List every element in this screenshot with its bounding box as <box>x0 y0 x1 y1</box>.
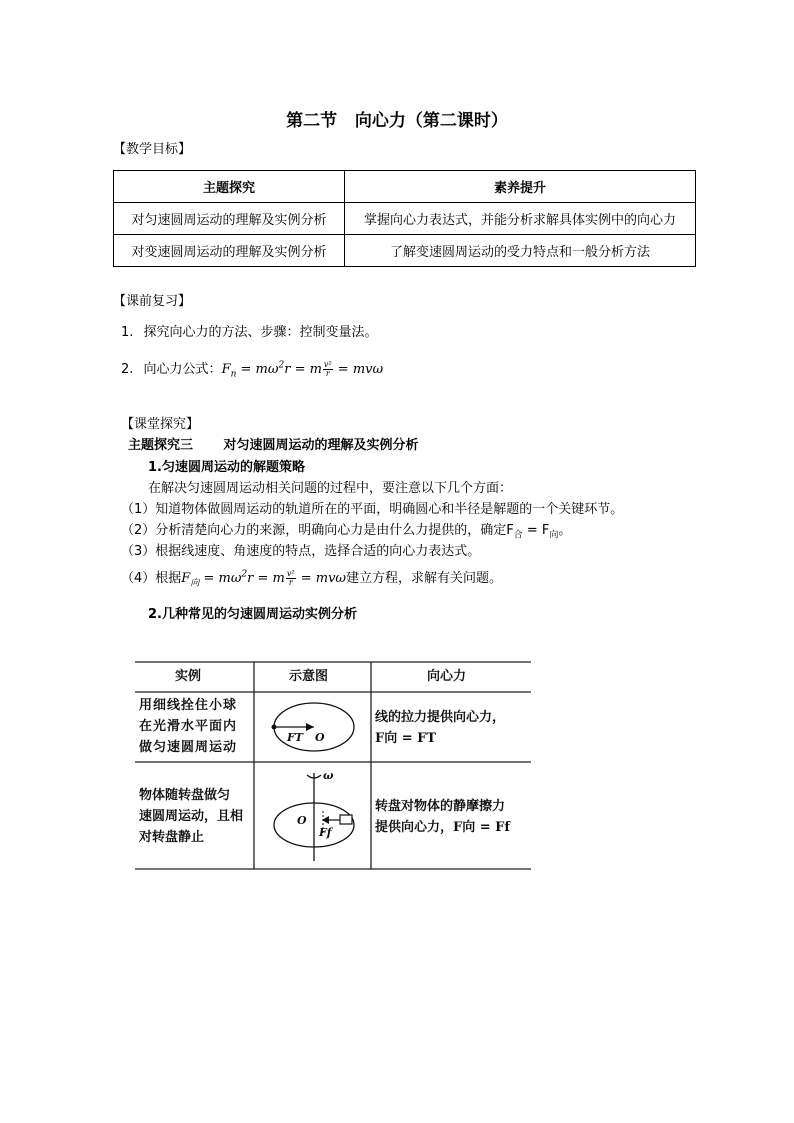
item-number: 2. <box>121 362 134 377</box>
point-2 <box>121 519 571 541</box>
goals-cell: 对变速圆周运动的理解及实例分析 <box>114 235 345 267</box>
text-part: 向 <box>549 530 559 541</box>
formula-part: = mvω <box>296 571 347 586</box>
arrow-icon <box>306 723 314 731</box>
point-1: （1）知道物体做圆周运动的轨道所在的平面，明确圆心和半径是解题的一个关键环节。 <box>121 502 624 517</box>
example-2-text <box>139 785 243 848</box>
formula-part: = mvω <box>333 362 384 377</box>
goals-cell: 对匀速圆周运动的理解及实例分析 <box>114 203 345 235</box>
text-line: 物体随转盘做匀 <box>139 788 231 803</box>
formula-part: F <box>181 571 191 586</box>
item-number: 1. <box>121 325 134 340</box>
review-item-1 <box>121 321 378 340</box>
text-part: 。 <box>558 523 572 538</box>
formula-part: n <box>230 369 237 380</box>
subheading-strategy: 1.匀速圆周运动的解题策略 <box>148 460 305 475</box>
goals-col-topic: 主题探究 <box>114 171 345 203</box>
text-line: 转盘对物体的静摩擦力 <box>375 799 506 814</box>
topic-title: 对匀速圆周运动的理解及实例分析 <box>223 438 419 453</box>
text-part: （2）分析清楚向心力的来源，明确向心力是由什么力提供的，确定F <box>121 523 514 538</box>
goals-cell: 掌握向心力表达式，并能分析求解具体实例中的向心力 <box>345 203 696 235</box>
fraction-denominator: r <box>288 578 293 587</box>
text-line: 在光滑水平面内 <box>139 719 238 734</box>
fraction <box>286 570 296 587</box>
point-4 <box>121 567 502 589</box>
formula-part: r = m <box>247 571 285 586</box>
text-line: 线的拉力提供向心力， <box>375 710 506 725</box>
formula-part: = mω <box>199 571 242 586</box>
formula-part: 2 <box>241 569 248 580</box>
col-header-diagram: 示意图 <box>289 669 329 684</box>
goals-col-literacy: 素养提升 <box>345 171 696 203</box>
review-item-2 <box>121 358 383 380</box>
intro-paragraph: 在解决匀速圆周运动相关问题的过程中，要注意以下几个方面： <box>148 481 513 496</box>
text-line: 速圆周运动，且相 <box>139 809 244 824</box>
goals-table <box>113 170 696 267</box>
text-line: 做匀速圆周运动 <box>139 740 238 755</box>
formula-part: r = m <box>284 362 322 377</box>
formula-part: 向 <box>190 578 200 589</box>
text-line: 提供向心力，F向 = Ff <box>375 820 510 835</box>
fraction-numerator: v² <box>323 360 332 369</box>
text-part: （4）根据 <box>121 571 182 586</box>
table-row <box>114 203 696 235</box>
review-heading: 【课前复习】 <box>113 294 192 309</box>
text-line: F向 = FT <box>375 731 437 746</box>
label-Ff: Ff <box>319 826 332 839</box>
col-header-example: 实例 <box>175 669 202 684</box>
goals-heading: 【教学目标】 <box>113 142 192 157</box>
text-part: 合 <box>513 530 523 541</box>
formula-label: 向心力公式： <box>143 362 222 377</box>
force-2-text <box>375 796 510 838</box>
examples-table <box>131 661 531 871</box>
point-3: （3）根据线速度、角速度的特点，选择合适的向心力表达式。 <box>121 544 481 559</box>
text-line: 用细线拴住小球 <box>139 698 238 713</box>
label-FT: FT <box>287 731 303 744</box>
col-header-force: 向心力 <box>427 669 467 684</box>
page-title: 第二节 向心力（第二课时） <box>286 111 508 131</box>
table-row <box>114 235 696 267</box>
label-O: O <box>297 814 307 827</box>
item-text: 探究向心力的方法、步骤：控制变量法。 <box>143 325 378 340</box>
fraction <box>323 361 333 378</box>
example-1-text <box>139 695 237 758</box>
centripetal-formula <box>181 569 347 589</box>
text-part: = F <box>522 523 550 538</box>
fraction-numerator: v² <box>286 569 295 578</box>
fraction-denominator: r <box>325 369 330 378</box>
formula-part: F <box>221 362 231 377</box>
explore-heading: 【课堂探究】 <box>121 417 200 432</box>
centripetal-formula <box>221 360 384 380</box>
force-1-text <box>375 707 505 749</box>
text-line: 对转盘静止 <box>139 830 205 845</box>
goals-cell: 了解变速圆周运动的受力特点和一般分析方法 <box>345 235 696 267</box>
label-omega: ω <box>323 769 334 782</box>
subheading-examples: 2.几种常见的匀速圆周运动实例分析 <box>148 607 357 622</box>
topic-label: 主题探究三 <box>128 438 194 453</box>
topic-line <box>128 434 419 453</box>
label-O: O <box>315 731 325 744</box>
formula-part: = mω <box>236 362 279 377</box>
text-part: 建立方程，求解有关问题。 <box>346 571 503 586</box>
formula-part: 2 <box>278 360 285 371</box>
block-icon <box>340 815 352 824</box>
